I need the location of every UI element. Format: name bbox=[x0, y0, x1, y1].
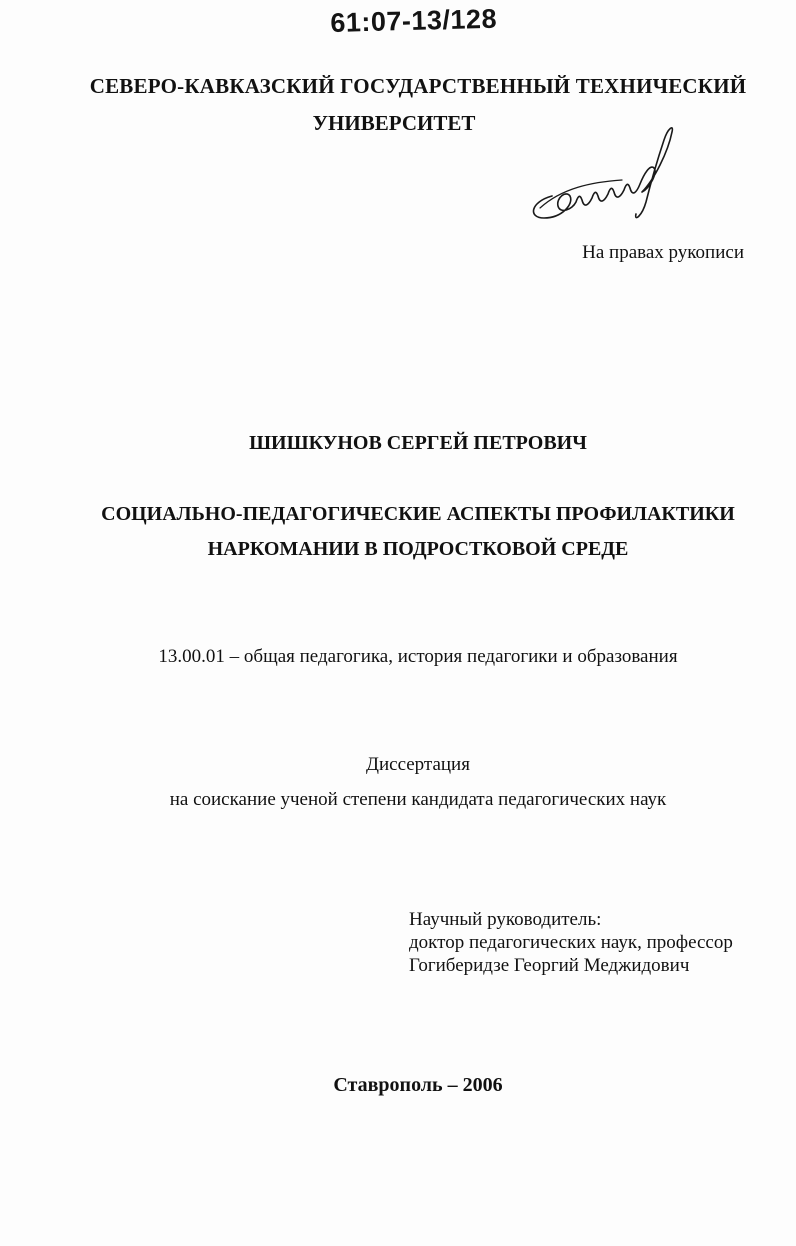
dissertation-label: Диссертация bbox=[366, 754, 470, 775]
city-year: Ставрополь – 2006 bbox=[333, 1074, 503, 1096]
archive-stamp: 61:07-13/128 bbox=[330, 3, 498, 38]
specialty-code: 13.00.01 – общая педагогика, история педагогики и образования bbox=[158, 646, 678, 667]
author-name: ШИШКУНОВ СЕРГЕЙ ПЕТРОВИЧ bbox=[249, 432, 587, 454]
signature-icon bbox=[522, 118, 682, 228]
dissertation-title-line2: НАРКОМАНИИ В ПОДРОСТКОВОЙ СРЕДЕ bbox=[207, 538, 629, 560]
manuscript-rights-note: На правах рукописи bbox=[582, 242, 744, 263]
university-name-line2: УНИВЕРСИТЕТ bbox=[312, 111, 476, 135]
advisor-block bbox=[409, 908, 733, 977]
advisor-degree: доктор педагогических наук, профессор bbox=[409, 932, 733, 953]
dissertation-title-line1: СОЦИАЛЬНО-ПЕДАГОГИЧЕСКИЕ АСПЕКТЫ ПРОФИЛАКТИКИ bbox=[101, 503, 735, 525]
university-name-line1: СЕВЕРО-КАВКАЗСКИЙ ГОСУДАРСТВЕННЫЙ ТЕХНИЧЕСКИЙ bbox=[89, 74, 747, 98]
degree-line: на соискание ученой степени кандидата педагогических наук bbox=[169, 789, 667, 810]
advisor-name: Гогиберидзе Георгий Меджидович bbox=[409, 955, 690, 976]
advisor-label: Научный руководитель: bbox=[409, 909, 602, 930]
